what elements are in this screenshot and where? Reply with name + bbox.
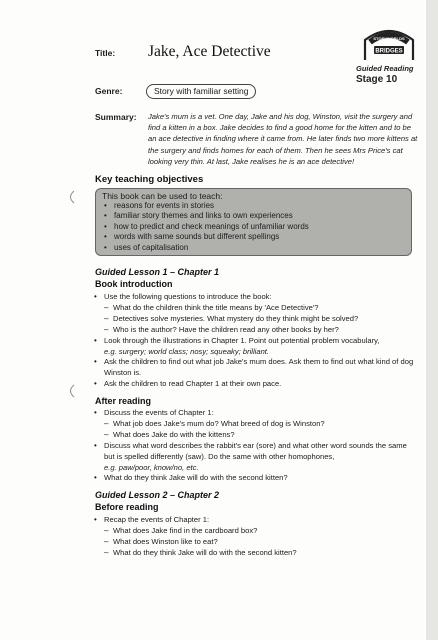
- after-reading-list: [93, 408, 418, 484]
- objective-item: • words with same sounds but different spellings: [102, 232, 405, 242]
- objectives-box: [95, 188, 412, 256]
- objective-item: • uses of capitalisation: [102, 243, 405, 253]
- list-item: e.g. surgery; world class; nosy; squeaky; brilliant.: [104, 346, 270, 356]
- list-item: • Look through the illustrations in Chapter 1. Point out potential problem vocabulary,: [93, 336, 418, 347]
- book-introduction-heading: Book introduction: [95, 279, 173, 289]
- list-item: • Discuss the events of Chapter 1:: [93, 408, 418, 419]
- summary-text: Jake's mum is a vet. One day, Jake and his dog, Winston, visit the surgery and find a kitten in a box. Jake decides to find a good home for the kitten and to be an ace detective in finding where it came from. He later finds two more kittens at the surgery and finds homes for each of them. Then he sees Mrs Price's cat looking very thin. At last, Jake realises he is an ace detective!: [148, 112, 418, 166]
- title-label: Title:: [95, 48, 116, 58]
- objective-item: • reasons for events in stories: [102, 201, 405, 211]
- objectives-heading: Key teaching objectives: [95, 174, 204, 185]
- list-item: • Discuss what word describes the rabbit's ear (sore) and what other word sounds the same but is spelled differently (saw). Do the same with other homophones,: [93, 441, 418, 463]
- list-item: • Recap the events of Chapter 1:: [93, 515, 418, 526]
- sub-list-item: – What does Winston like to eat?: [93, 537, 418, 548]
- before-reading-list: [93, 515, 418, 559]
- summary-label: Summary:: [95, 112, 137, 122]
- objectives-intro: This book can be used to teach:: [102, 191, 223, 201]
- objective-item: • how to predict and check meanings of unfamiliar words: [102, 222, 405, 232]
- objective-item: • familiar story themes and links to own experiences: [102, 211, 405, 221]
- before-reading-heading: Before reading: [95, 502, 159, 512]
- binder-ring-mark-top: [66, 190, 76, 204]
- genre-label: Genre:: [95, 86, 123, 96]
- sub-list-item: – What do they think Jake will do with the second kitten?: [93, 548, 418, 559]
- page-edge-shadow: [426, 0, 438, 640]
- genre-badge: Story with familiar setting: [146, 84, 256, 99]
- sub-list-item: – Who is the author? Have the children read any other books by her?: [93, 325, 418, 336]
- svg-text:STORYWORLDS: STORYWORLDS: [373, 36, 405, 41]
- list-item: • What do they think Jake will do with the second kitten?: [93, 473, 418, 484]
- book-title: Jake, Ace Detective: [148, 43, 271, 60]
- storyworlds-bridges-logo: [362, 26, 416, 62]
- list-item: • Use the following questions to introduce the book:: [93, 292, 418, 303]
- svg-text:BRIDGES: BRIDGES: [375, 48, 403, 55]
- binder-ring-mark-bottom: [66, 384, 76, 398]
- after-reading-heading: After reading: [95, 396, 152, 406]
- sub-list-item: – What does Jake do with the kittens?: [93, 430, 418, 441]
- stage-label: Stage 10: [356, 74, 398, 85]
- sub-list-item: – What do the children think the title means by 'Ace Detective'?: [93, 303, 418, 314]
- sub-list-item: – What job does Jake's mum do? What breed of dog is Winston?: [93, 419, 418, 430]
- book-introduction-list: [93, 292, 418, 390]
- sub-list-item: – What does Jake find in the cardboard box?: [93, 526, 418, 537]
- brand-label: Guided Reading: [356, 64, 414, 73]
- list-item: e.g. paw/poor, know/no, etc.: [104, 462, 199, 472]
- sub-list-item: – Detectives solve mysteries. What mystery do they think might be solved?: [93, 314, 418, 325]
- list-item: • Ask the children to find out what job Jake's mum does. Ask them to find out what kind of dog Winston is.: [93, 357, 418, 379]
- objectives-list: [102, 201, 405, 253]
- lesson-1-heading: Guided Lesson 1 – Chapter 1: [95, 267, 220, 277]
- lesson-2-heading: Guided Lesson 2 – Chapter 2: [95, 490, 220, 500]
- list-item: • Ask the children to read Chapter 1 at their own pace.: [93, 379, 418, 390]
